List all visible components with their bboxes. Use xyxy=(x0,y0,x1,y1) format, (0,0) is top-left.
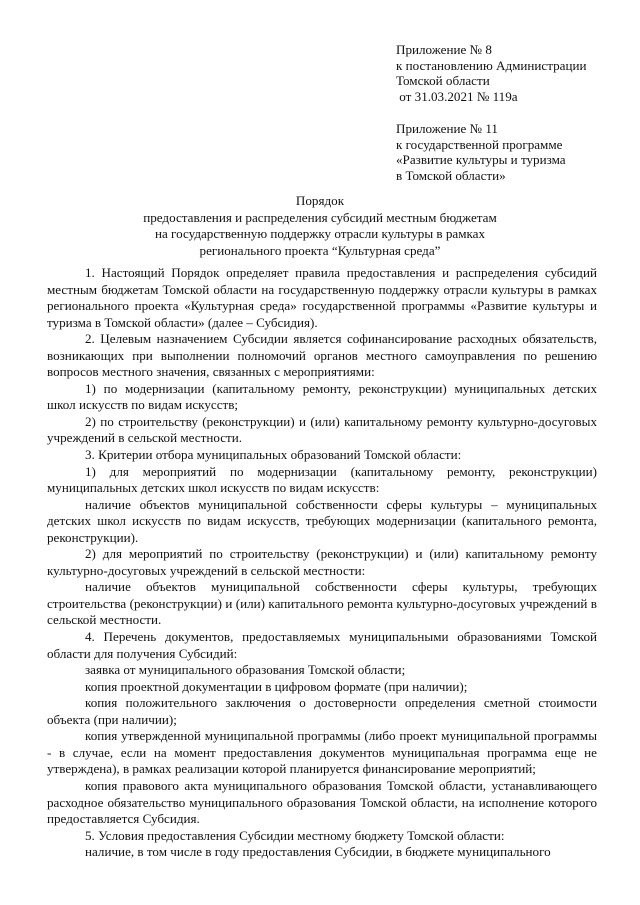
appendix-1-date: от 31.03.2021 № 119а xyxy=(396,88,518,104)
paragraph: 1. Настоящий Порядок определяет правила предоставления и распределения субсидий местным бюджетам Томской области на государственную поддержку отрасли культуры в рамках регионального проекта «Культурная среда» государственной программы «Развитие культуры и туризма в Томской области» (далее – Субсидия). xyxy=(47,265,597,330)
title-line-1: Порядок xyxy=(295,193,345,208)
appendix-header-2 xyxy=(396,121,632,183)
document-title xyxy=(70,193,570,259)
appendix-1-line-3: Томской области xyxy=(396,73,490,89)
paragraph: наличие, в том числе в году предоставления Субсидии, в бюджете муниципального xyxy=(85,844,551,860)
appendix-2-line-3: «Развитие культуры и туризма xyxy=(396,152,566,168)
paragraph: копия проектной документации в цифровом формате (при наличии); xyxy=(85,678,468,694)
paragraph: 1) для мероприятий по модернизации (капитальному ремонту, реконструкции) муниципальных детских школ искусств по видам искусств: xyxy=(47,463,597,496)
paragraph: наличие объектов муниципальной собственности сферы культуры, требующих строительства (реконструкции) и (или) капитального ремонта культурно-досуговых учреждений в сельской местности. xyxy=(47,579,597,628)
title-line-4: регионального проекта “Культурная среда” xyxy=(199,242,441,258)
appendix-1-number: Приложение № 8 xyxy=(396,42,492,57)
appendix-1-line-2: к постановлению Администрации xyxy=(396,57,587,73)
paragraph: 2) для мероприятий по строительству (реконструкции) и (или) капитальному ремонту культурно-досуговых учреждений в сельской местности: xyxy=(47,546,597,578)
title-line-3: на государственную поддержку отрасли культуры в рамках xyxy=(154,226,486,242)
paragraph: 1) по модернизации (капитальному ремонту, реконструкции) муниципальных детских школ искусств по видам искусств; xyxy=(47,380,597,413)
appendix-2-number: Приложение № 11 xyxy=(396,121,498,136)
paragraph: копия положительного заключения о достоверности определения сметной стоимости объекта (при наличии); xyxy=(47,695,597,727)
paragraph: 4. Перечень документов, предоставляемых муниципальными образованиями Томской области для получения Субсидий: xyxy=(47,629,597,661)
paragraph: 2) по строительству (реконструкции) и (или) капитальному ремонту культурно-досуговых учреждений в сельской местности. xyxy=(47,413,597,446)
document-body xyxy=(47,265,597,861)
title-line-2: предоставления и распределения субсидий местным бюджетам xyxy=(143,209,497,225)
appendix-2-line-4: в Томской области» xyxy=(396,167,506,183)
paragraph: копия правового акта муниципального образования Томской области, устанавливающего расходное обязательство муниципального образования Томской области, на исполнение которого предоставляется Субсидия. xyxy=(47,777,597,827)
paragraph: 5. Условия предоставления Субсидии местному бюджету Томской области: xyxy=(85,827,505,843)
paragraph: заявка от муниципального образования Томской области; xyxy=(85,662,406,678)
appendix-2-line-2: к государственной программе xyxy=(396,136,563,152)
paragraph: 2. Целевым назначением Субсидии является софинансирование расходных обязательств, возникающих при выполнении полномочий органов местного самоуправления по решению вопросов местного значения, связанных с мероприятиями: xyxy=(47,331,597,380)
paragraph: копия утвержденной муниципальной программы (либо проект муниципальной программы - в случае, если на момент предоставления документов муниципальная программа еще не утверждена), в рамках реализации которой планируется финансирование мероприятий; xyxy=(47,728,597,777)
appendix-header-1 xyxy=(396,42,632,104)
paragraph: наличие объектов муниципальной собственности сферы культуры – муниципальных детских школ искусств по видам искусств, требующих модернизации (капитального ремонта, реконструкции). xyxy=(47,496,597,545)
paragraph: 3. Критерии отбора муниципальных образований Томской области: xyxy=(85,447,462,463)
